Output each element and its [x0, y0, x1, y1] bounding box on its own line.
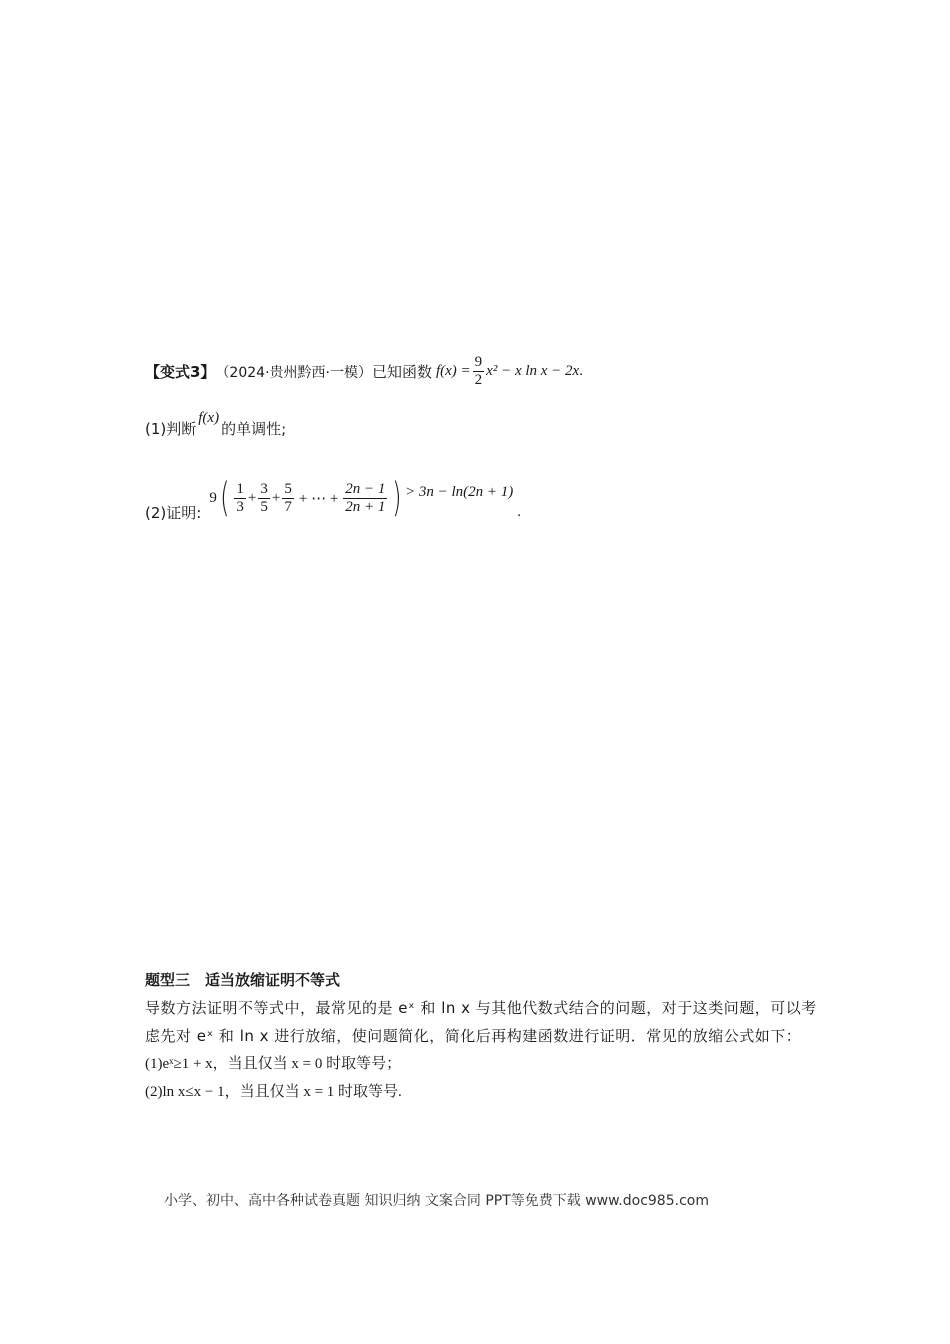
term-numerator: 1 [236, 480, 244, 497]
right-paren: ) [392, 475, 402, 521]
left-paren: ( [219, 475, 230, 521]
term-denominator: 5 [260, 498, 268, 515]
last-term-denominator: 2n + 1 [345, 498, 386, 515]
function-name: f(x) = [435, 363, 471, 379]
intro-text: 已知函数 [371, 363, 432, 381]
part1-suffix: 的单调性; [221, 420, 287, 438]
ellipsis-plus: + ⋯ + [298, 490, 339, 507]
footer-text: 小学、初中、高中各种试卷真题 知识归纳 文案合同 PPT等免费下载 www.doc985.com [164, 1193, 709, 1209]
fraction-numerator: 9 [474, 354, 483, 370]
last-term-numerator: 2n − 1 [345, 480, 386, 497]
term-fraction [258, 482, 270, 515]
term-numerator: 5 [284, 480, 292, 497]
formula-item-1: (1)eˣ≥1 + x，当且仅当 x = 0 时取等号； [145, 1056, 402, 1072]
part1-prefix: (1)判断 [145, 420, 197, 438]
function-fraction [473, 355, 485, 388]
part1-line [145, 410, 287, 439]
term-denominator: 3 [236, 498, 244, 515]
part2-line [145, 475, 522, 522]
plus-sign: + [247, 489, 257, 506]
last-term-fraction [343, 482, 387, 515]
variant-label: 【变式3】 [145, 363, 216, 381]
line-end: . [517, 503, 522, 520]
plus-sign: + [271, 489, 281, 506]
section-block [145, 966, 825, 1106]
term-denominator: 7 [284, 498, 292, 515]
term-fraction [234, 482, 246, 515]
fraction-denominator: 2 [474, 372, 483, 388]
function-expression: x² − x ln x − 2x [486, 363, 580, 379]
problem-source: （2024·贵州黔西·一模） [215, 364, 372, 381]
part1-function: f(x) [198, 410, 220, 426]
variant-problem-line [145, 355, 583, 388]
part2-prefix: (2)证明: [145, 503, 202, 522]
formula-item-2: (2)ln x≤x − 1，当且仅当 x = 1 时取等号. [145, 1084, 402, 1100]
term-fraction [282, 482, 294, 515]
term-numerator: 3 [260, 480, 268, 497]
line-end: . [579, 363, 583, 379]
section-paragraph: 导数方法证明不等式中，最常见的是 eˣ 和 ln x 与其他代数式结合的问题，对于这类问题，可以考虑先对 eˣ 和 ln x 进行放缩，使问题简化，简化后再构建函数进行证明．常见的放缩公式如下： [145, 999, 817, 1045]
section-heading: 题型三 适当放缩证明不等式 [145, 971, 341, 989]
inequality-rhs: > 3n − ln(2n + 1) [405, 483, 514, 500]
inequality-coefficient: 9 [209, 489, 217, 506]
